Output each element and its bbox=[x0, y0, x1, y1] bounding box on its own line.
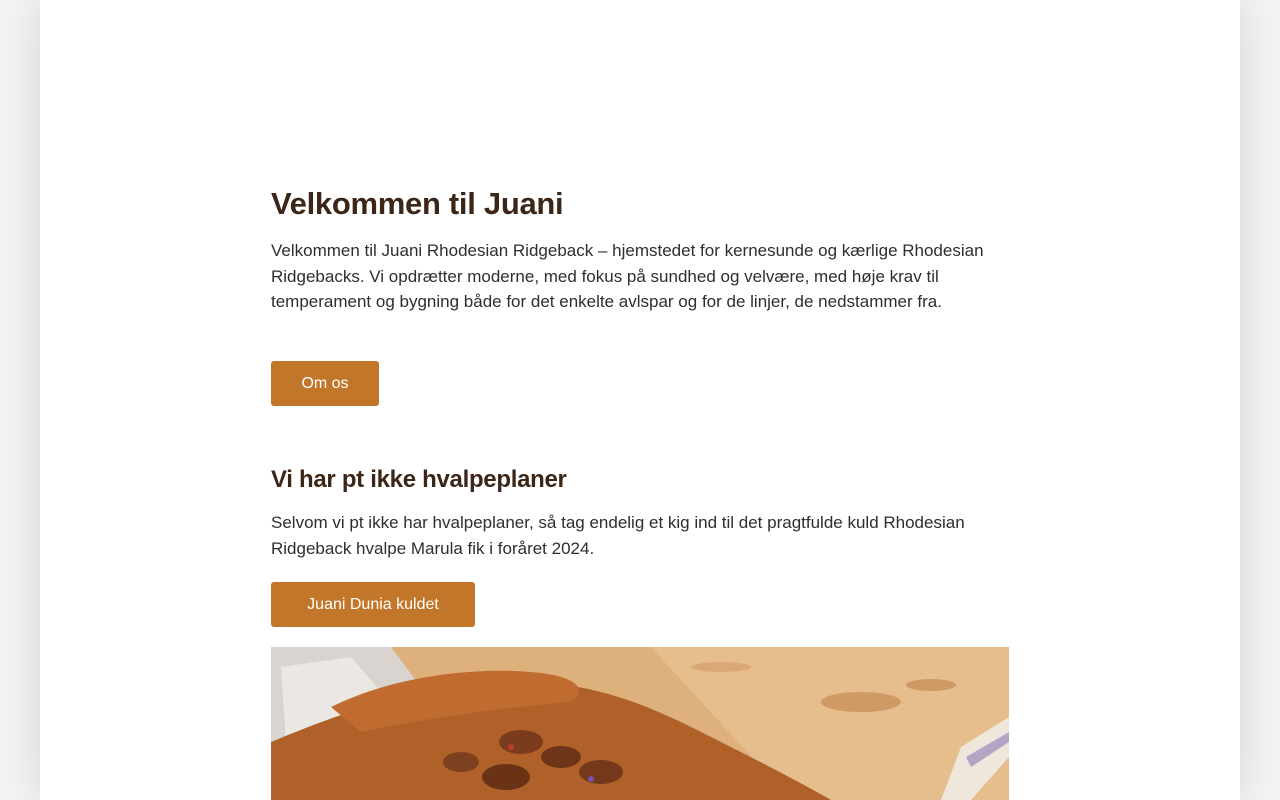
about-us-button[interactable]: Om os bbox=[271, 361, 379, 406]
puppy-status-text: Selvom vi pt ikke har hvalpeplaner, så tag endelig et kig ind til det pragtfulde kuld Rhodesian Ridgeback hvalpe Marula fik i foråret 2024. bbox=[271, 513, 965, 558]
page-container bbox=[40, 0, 1240, 800]
welcome-text: Velkommen til Juani Rhodesian Ridgeback – hjemstedet for kernesunde og kærlige Rhodesian Ridgebacks. Vi opdrætter moderne, med fokus på sundhed og velvære, med høje krav til temperament og bygning både for det enkelte avlspar og for de linjer, de nedstammer fra. bbox=[271, 241, 984, 311]
welcome-heading: Velkommen til Juani bbox=[271, 186, 564, 221]
dunia-litter-button[interactable]: Juani Dunia kuldet bbox=[271, 582, 475, 627]
puppy-status-heading: Vi har pt ikke hvalpeplaner bbox=[271, 466, 567, 493]
dog-with-puppies-photo bbox=[271, 647, 1009, 800]
